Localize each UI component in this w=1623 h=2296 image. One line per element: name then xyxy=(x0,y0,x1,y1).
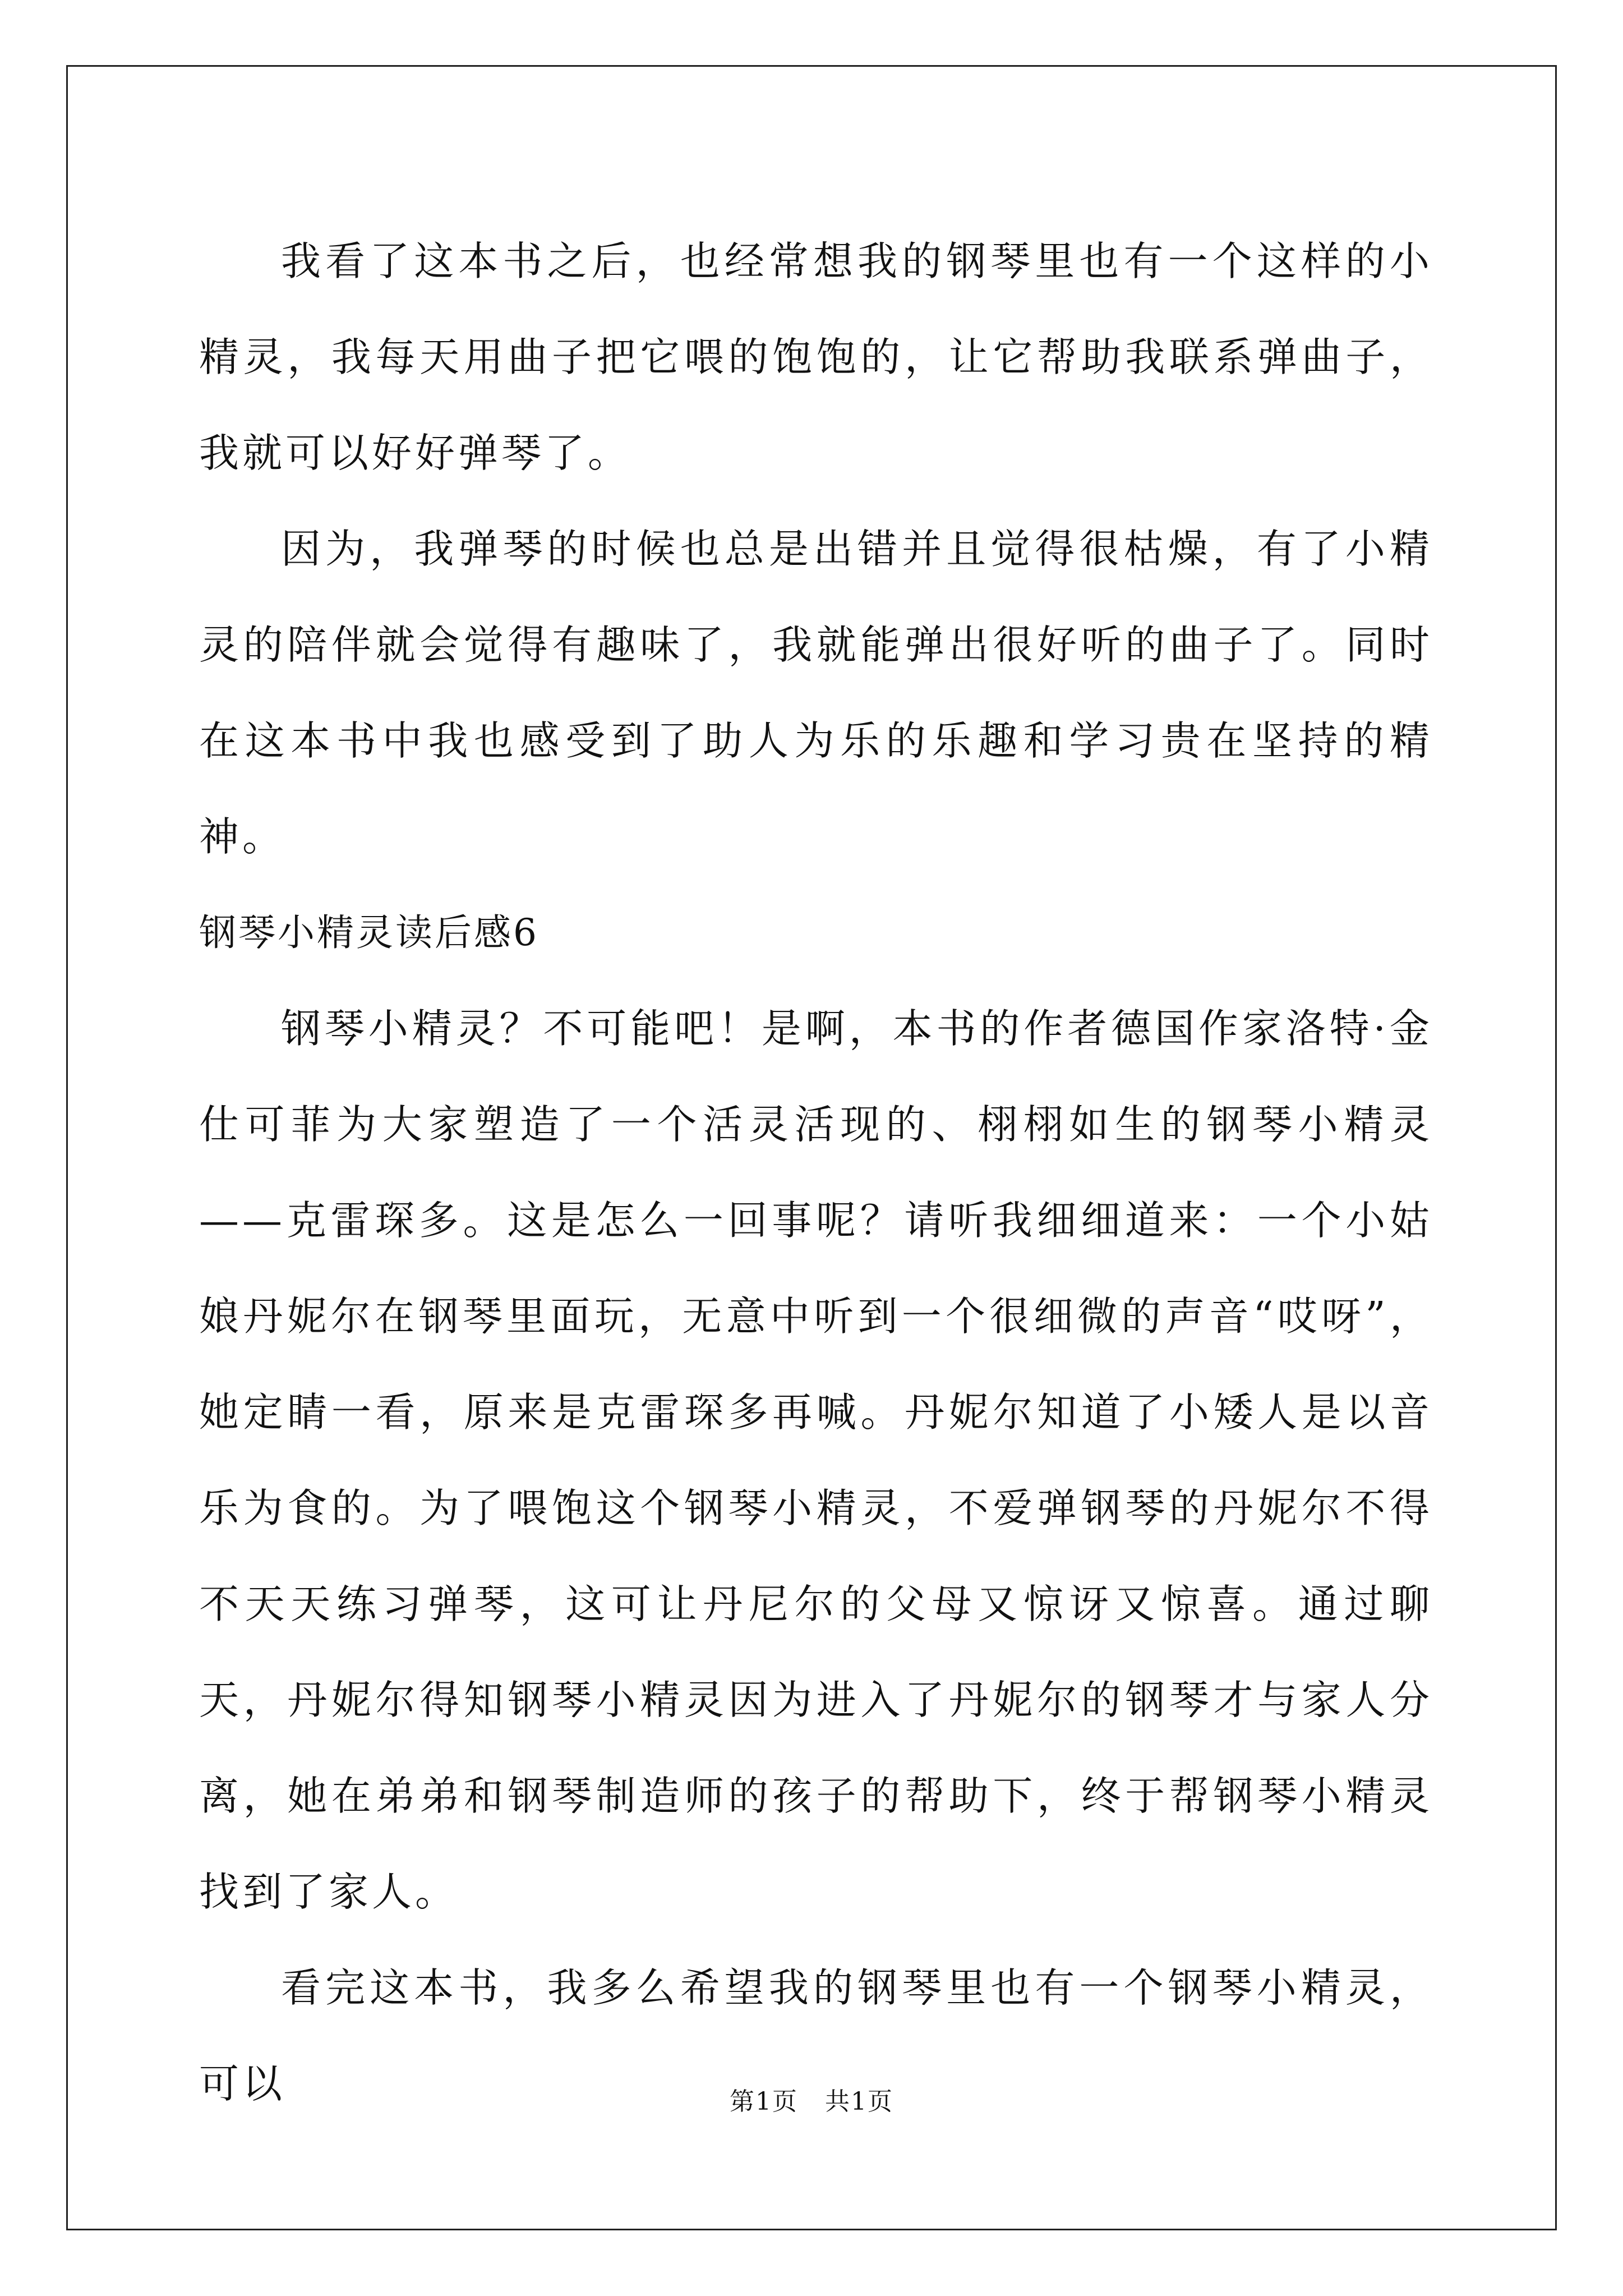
document-body xyxy=(199,213,1433,2132)
paragraph-1: 我看了这本书之后，也经常想我的钢琴里也有一个这样的小精灵，我每天用曲子把它喂的饱饱的，让它帮助我联系弹曲子，我就可以好好弹琴了。 xyxy=(199,238,1433,476)
paragraph-2: 因为，我弹琴的时候也总是出错并且觉得很枯燥，有了小精灵的陪伴就会觉得有趣味了，我就能弹出很好听的曲子了。同时在这本书中我也感受到了助人为乐的乐趣和学习贵在坚持的精神。 xyxy=(199,526,1433,860)
section-heading: 钢琴小精灵读后感6 xyxy=(199,911,539,954)
section-paragraph-2: 看完这本书，我多么希望我的钢琴里也有一个钢琴小精灵，可以 xyxy=(199,1964,1433,2107)
page-number-current: 第1页 xyxy=(730,2087,798,2116)
page-number-total: 共1页 xyxy=(825,2087,893,2116)
section-paragraph-1: 钢琴小精灵？不可能吧！是啊，本书的作者德国作家洛特·金仕可菲为大家塑造了一个活灵活现的、栩栩如生的钢琴小精灵——克雷琛多。这是怎么一回事呢？请听我细细道来：一个小姑娘丹妮尔在钢琴里面玩，无意中听到一个很细微的声音“哎呀”，她定睛一看，原来是克雷琛多再喊。丹妮尔知道了小矮人是以音乐为食的。为了喂饱这个钢琴小精灵，不爱弹钢琴的丹妮尔不得不天天练习弹琴，这可让丹尼尔的父母又惊讶又惊喜。通过聊天，丹妮尔得知钢琴小精灵因为进入了丹妮尔的钢琴才与家人分离，她在弟弟和钢琴制造师的孩子的帮助下，终于帮钢琴小精灵找到了家人。 xyxy=(199,1005,1433,1915)
page-footer xyxy=(0,2081,1623,2117)
